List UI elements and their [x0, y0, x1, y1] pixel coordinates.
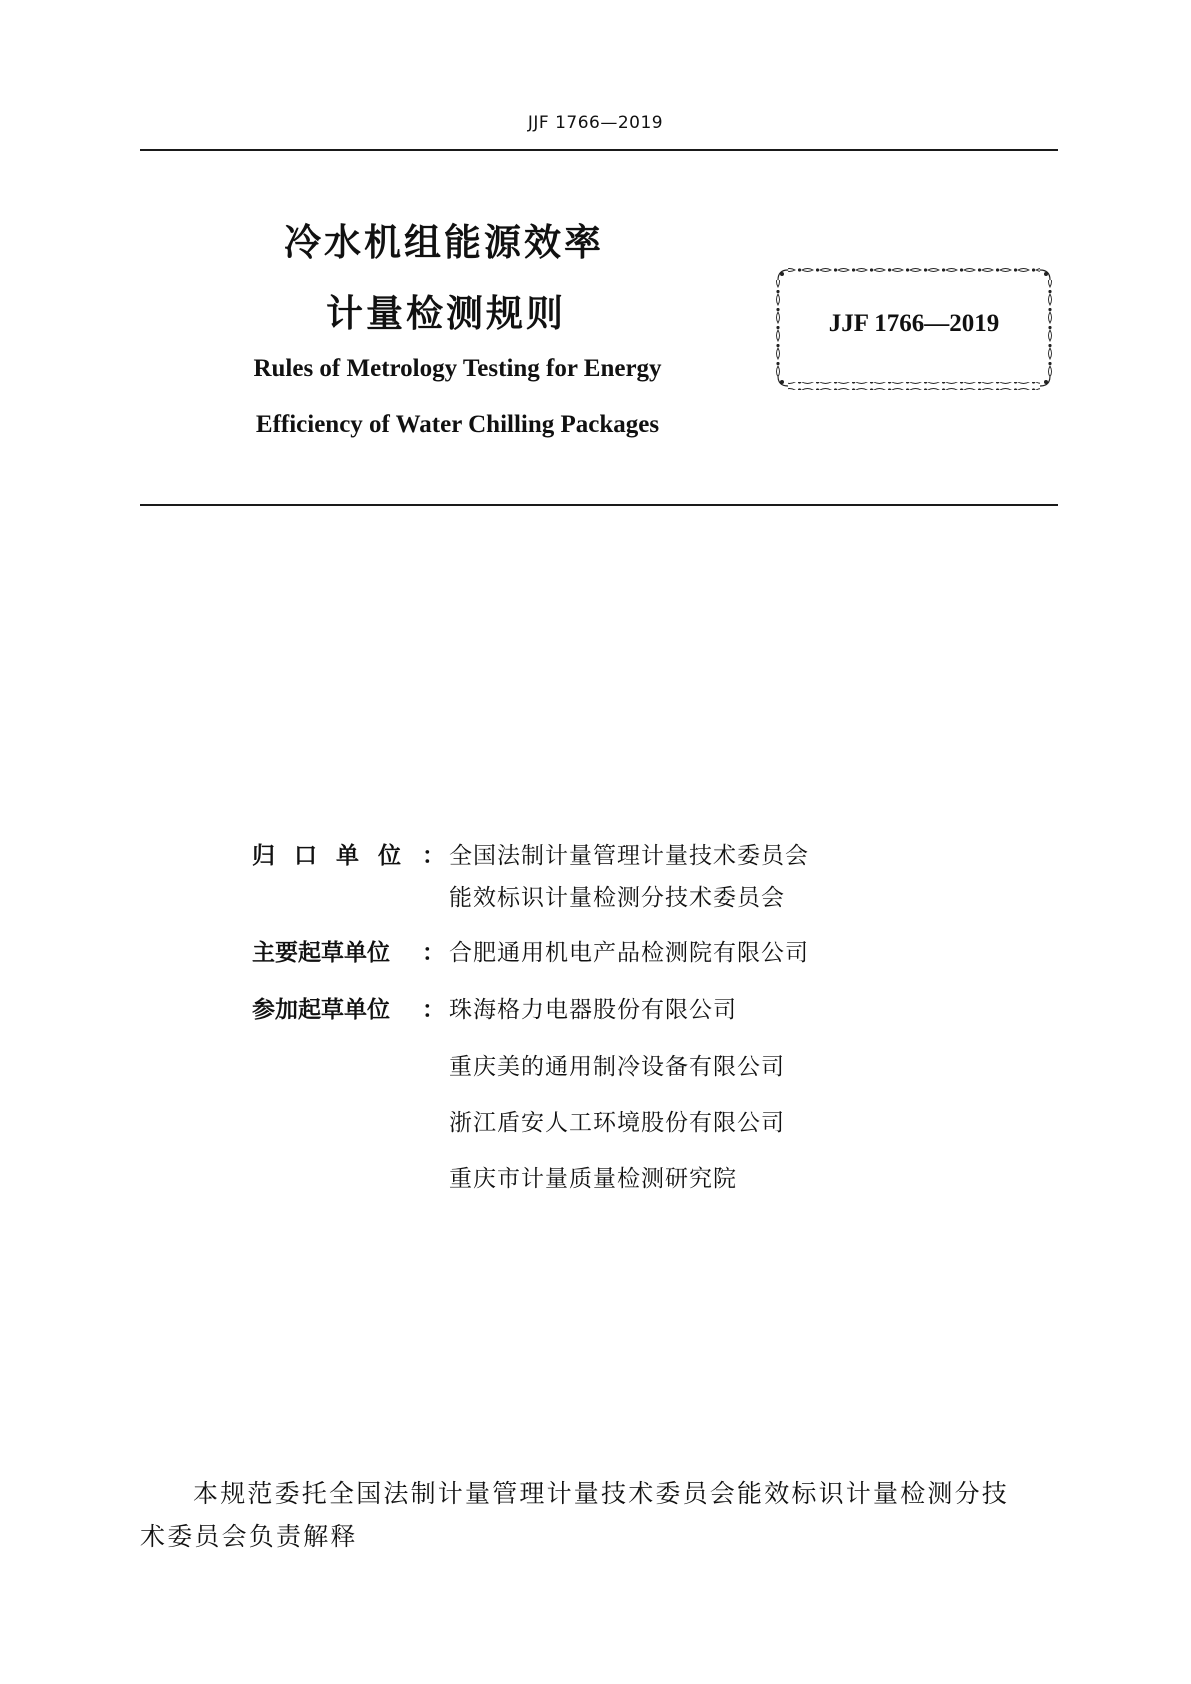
title-zh-line2: 计量检测规则: [326, 292, 566, 335]
title-en-line2: Efficiency of Water Chilling Packages: [255, 411, 660, 438]
participating-unit-value-1: 珠海格力电器股份有限公司: [449, 997, 737, 1023]
participating-unit-value-4: 重庆市计量质量检测研究院: [449, 1166, 737, 1192]
title-zh-line1: 冷水机组能源效率: [284, 221, 604, 264]
participating-unit-label: 参加起草单位: [252, 997, 390, 1023]
running-header-code: JJF 1766—2019: [527, 113, 664, 133]
main-drafting-unit-value: 合肥通用机电产品检测院有限公司: [449, 940, 809, 966]
responsible-unit-value-1: 全国法制计量管理计量技术委员会: [449, 843, 809, 869]
badge-code: JJF 1766—2019: [828, 310, 1000, 337]
interpretation-note-line2: 术委员会负责解释: [140, 1522, 358, 1551]
title-block-rule: [140, 504, 1058, 506]
title-en-line1: Rules of Metrology Testing for Energy: [253, 355, 662, 382]
participating-unit-value-3: 浙江盾安人工环境股份有限公司: [449, 1110, 785, 1136]
responsible-unit-colon: ：: [422, 843, 445, 869]
participating-unit-value-2: 重庆美的通用制冷设备有限公司: [449, 1054, 785, 1080]
main-drafting-unit-colon: ：: [422, 940, 445, 966]
header-rule: [140, 149, 1058, 151]
participating-unit-colon: ：: [422, 997, 445, 1023]
main-drafting-unit-label: 主要起草单位: [252, 940, 390, 966]
interpretation-note-line1: 本规范委托全国法制计量管理计量技术委员会能效标识计量检测分技: [193, 1479, 1010, 1508]
responsible-unit-value-2: 能效标识计量检测分技术委员会: [449, 885, 785, 911]
responsible-unit-label: 归口单位: [252, 843, 420, 869]
